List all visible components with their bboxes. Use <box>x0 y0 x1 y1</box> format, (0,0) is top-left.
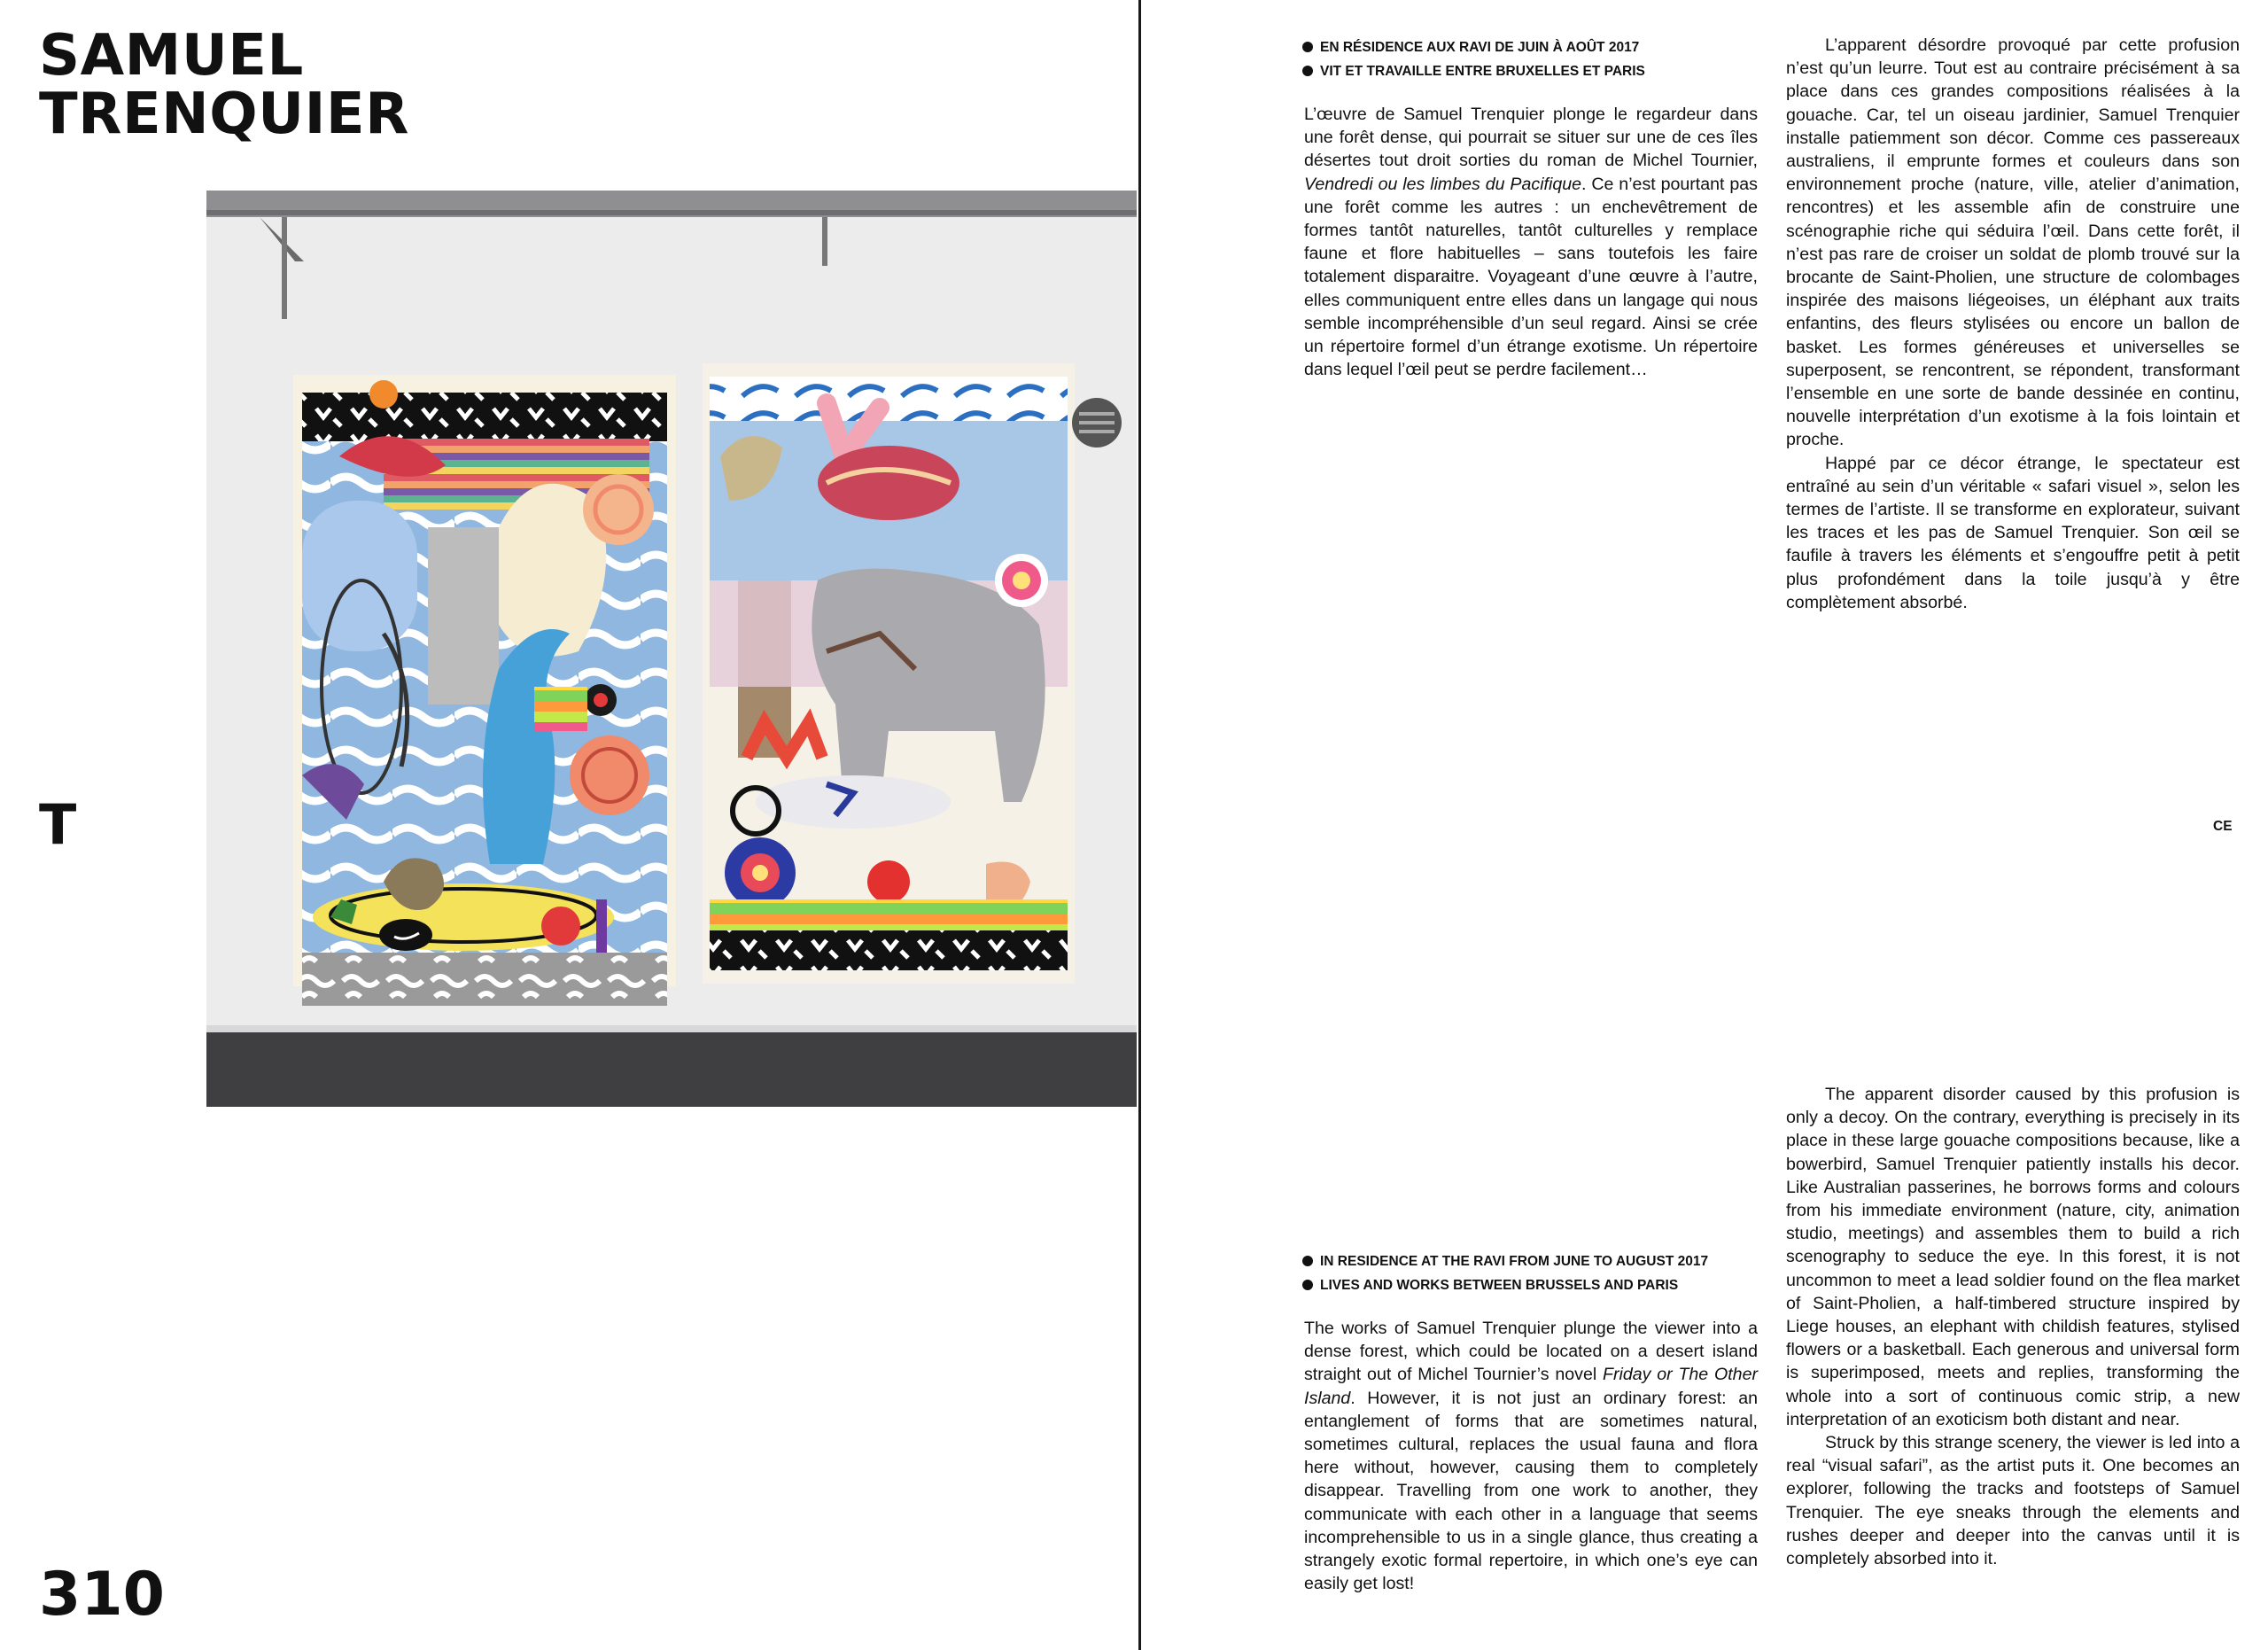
artwork-photo <box>206 191 1137 1107</box>
french-paragraph-2: L’apparent désordre provoqué par cette profusion n’est qu’un leurre. Tout est au contraire précisément à sa place dans ces grandes compositions réalisées à la gouache. Car, tel un oiseau jardinier, Samuel Trenquier installe patiemment son décor. Comme ces passereaux australiens, il emprunte formes et couleurs dans son environnement proche (nature, ville, atelier d’animation, rencontres) et les assemble afin de construire une scénographie riche qui séduira l’œil. Dans cette forêt, il n’est pas rare de croiser un soldat de plomb trouvé sur la brocante de Saint-Pholien, une structure de colombages inspirée des maisons liégeoises, un éléphant aux traits enfantins, des fleurs stylisées ou encore un ballon de basket. Les formes généreuses et universelles se superposent, se rencontrent, se répondent, transformant l’ensemble en une sorte de bande dessinée en continu, nouvelle interprétation d’un exotisme à la fois lointain et proche. <box>1786 35 2240 450</box>
french-body-column <box>1786 34 2240 614</box>
bullet-dot-icon <box>1302 1280 1313 1290</box>
english-meta <box>1302 1249 1708 1297</box>
french-paragraph-3: Happé par ce décor étrange, le spectateur est entraîné au sein d’un véritable « safari visuel », selon les termes de l’artiste. Il se transforme en explorateur, suivant les traces et les pas de Samuel Trenquier. Son œil se faufile à travers les éléments et s’engouffre petit à petit plus profondément dans la toile jusqu’à y être complètement absorbé. <box>1786 453 2240 612</box>
section-letter: T <box>39 792 77 857</box>
english-body-column <box>1786 1083 2240 1570</box>
bullet-dot-icon <box>1302 42 1313 52</box>
french-meta-residence: EN RÉSIDENCE AUX RAVI DE JUIN À AOÛT 2017 <box>1302 35 1645 59</box>
english-novel-title: Friday or The Other Island <box>1304 1365 1758 1408</box>
english-paragraph-3: Struck by this strange scenery, the viewer is led into a real “visual safari”, as the artist puts it. One becomes an explorer, following the tracks and footsteps of Samuel Trenquier. The eye sneaks through the elements and rushes deeper and deeper into the canvas until it is completely absorbed into it. <box>1786 1433 2240 1569</box>
french-intro-paragraph: L’œuvre de Samuel Trenquier plonge le regardeur dans une forêt dense, qui pourrait se situer sur une de ces îles désertes tout droit sorties du roman de Michel Tournier, Vendredi ou les limbes du Pacifique. Ce n’est pourtant pas une forêt comme les autres : un enchevêtrement de formes tantôt naturelles, tantôt culturelles y remplace faune et flore habituelles – sans toutefois les faire totalement disparaitre. Voyageant d’une œuvre à l’autre, elles communiquent entre elles dans un langage qui nous semble incompréhensible d’un seul regard. Ainsi se crée un répertoire formel d’un étrange exotisme. Un répertoire dans lequel l’œil peut se perdre facilement… <box>1304 105 1758 380</box>
page-gutter-line <box>1138 0 1141 1650</box>
artist-name-text: SAMUEL TRENQUIER <box>39 23 409 147</box>
bullet-dot-icon <box>1302 1256 1313 1266</box>
author-initials: CE <box>2213 819 2233 834</box>
bullet-dot-icon <box>1302 66 1313 76</box>
english-paragraph-2: The apparent disorder caused by this profusion is only a decoy. On the contrary, everything is precisely in its place in these large gouache compositions because, like a bowerbird, Samuel Trenquier patiently installs his decor. Like Australian passerines, he borrows forms and colours from his immediate environment (nature, city, animation studio, meetings) and assembles them to build a rich scenography to seduce the eye. In this forest, it is not uncommon to meet a lead soldier found on the flea market of Saint-Pholien, a half-timbered structure inspired by Liege houses, an elephant with childish features, stylised flowers or a basketball. Each generous and universal form is superimposed, meets and replies, transforming the whole into a sort of continuous comic strip, a new interpretation of an exoticism both distant and near. <box>1786 1085 2240 1429</box>
page-number: 310 <box>39 1560 165 1630</box>
french-meta-lives: VIT ET TRAVAILLE ENTRE BRUXELLES ET PARIS <box>1302 59 1645 83</box>
artist-name <box>39 23 411 147</box>
english-intro-paragraph: The works of Samuel Trenquier plunge the viewer into a dense forest, which could be located on a desert island straight out of Michel Tournier’s novel Friday or The Other Island. However, it is not just an ordinary forest: an entanglement of forms that are sometimes natural, sometimes cultural, replaces the usual fauna and flora here without, however, causing them to completely disappear. Travelling from one work to another, they communicate with each other in a language that seems incomprehensible to us in a single glance, thus creating a strangely exotic formal repertoire, in which one’s eye can easily get lost! <box>1304 1319 1758 1594</box>
french-novel-title: Vendredi ou les limbes du Pacifique <box>1304 174 1582 194</box>
english-meta-residence: IN RESIDENCE AT THE RAVI FROM JUNE TO AUGUST 2017 <box>1302 1249 1708 1273</box>
french-meta <box>1302 35 1645 83</box>
english-meta-lives: LIVES AND WORKS BETWEEN BRUSSELS AND PARIS <box>1302 1273 1708 1297</box>
english-intro-column <box>1304 1317 1758 1595</box>
french-intro-column <box>1304 103 1758 381</box>
